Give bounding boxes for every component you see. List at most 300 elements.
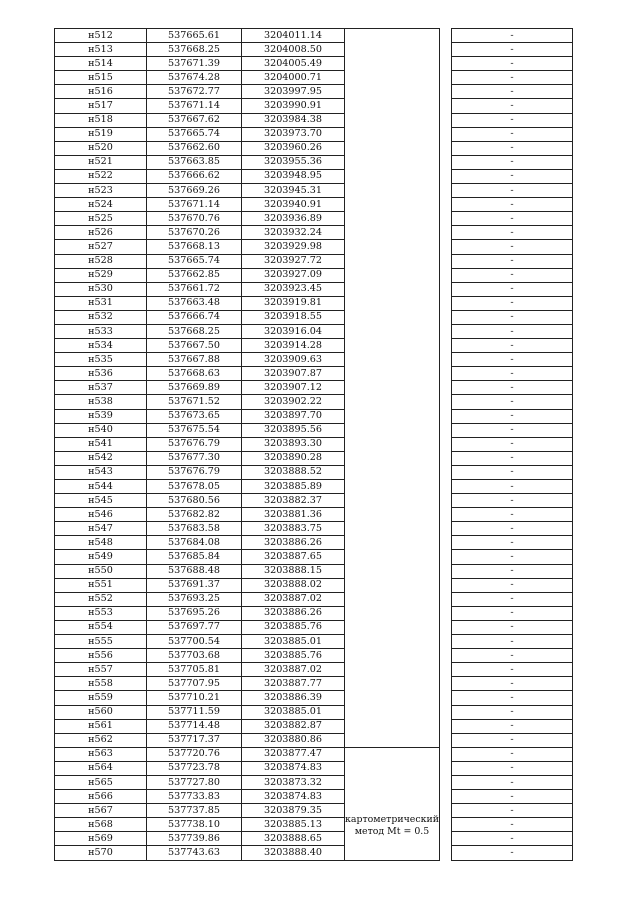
- coord-x: 537668.13: [147, 240, 242, 254]
- table-row: [55, 127, 573, 141]
- method-cell: [345, 635, 440, 649]
- coord-x: 537667.62: [147, 113, 242, 127]
- coord-x: 537665.74: [147, 254, 242, 268]
- coord-y: 3203874.83: [242, 790, 345, 804]
- coord-x: 537710.21: [147, 691, 242, 705]
- dash-cell: -: [452, 423, 573, 437]
- point-id: н556: [55, 649, 147, 663]
- coord-y: 3203887.02: [242, 592, 345, 606]
- method-cell: [345, 184, 440, 198]
- coord-x: 537717.37: [147, 733, 242, 747]
- coord-x: 537667.50: [147, 339, 242, 353]
- method-cell: [345, 508, 440, 522]
- dash-cell: -: [452, 353, 573, 367]
- spacer-cell: [440, 719, 452, 733]
- coord-x: 537684.08: [147, 536, 242, 550]
- dash-cell: -: [452, 268, 573, 282]
- table-row: [55, 423, 573, 437]
- coord-y: 3203880.86: [242, 733, 345, 747]
- coord-x: 537669.26: [147, 184, 242, 198]
- method-cell: [345, 282, 440, 296]
- coord-y: 3203997.95: [242, 85, 345, 99]
- point-id: н543: [55, 465, 147, 479]
- coord-y: 3203914.28: [242, 339, 345, 353]
- coord-y: 3203888.02: [242, 578, 345, 592]
- method-cell: [345, 212, 440, 226]
- coord-x: 537683.58: [147, 522, 242, 536]
- dash-cell: -: [452, 705, 573, 719]
- point-id: н559: [55, 691, 147, 705]
- point-id: н528: [55, 254, 147, 268]
- point-id: н560: [55, 705, 147, 719]
- method-cell: [345, 480, 440, 494]
- table-row: [55, 804, 573, 818]
- spacer-cell: [440, 761, 452, 775]
- coordinates-table-body: [55, 29, 573, 861]
- coord-y: 3203932.24: [242, 226, 345, 240]
- method-cell: [345, 409, 440, 423]
- table-row: [55, 635, 573, 649]
- point-id: н513: [55, 43, 147, 57]
- table-row: [55, 451, 573, 465]
- method-cell: [345, 649, 440, 663]
- table-row: [55, 775, 573, 789]
- coord-y: 3203886.39: [242, 691, 345, 705]
- coord-y: 3203881.36: [242, 508, 345, 522]
- spacer-cell: [440, 99, 452, 113]
- method-cell: [345, 747, 440, 860]
- spacer-cell: [440, 184, 452, 198]
- coord-x: 537682.82: [147, 508, 242, 522]
- spacer-cell: [440, 818, 452, 832]
- point-id: н525: [55, 212, 147, 226]
- coord-y: 3203984.38: [242, 113, 345, 127]
- dash-cell: -: [452, 494, 573, 508]
- method-cell: [345, 71, 440, 85]
- table-row: [55, 339, 573, 353]
- spacer-cell: [440, 536, 452, 550]
- coord-y: 3203883.75: [242, 522, 345, 536]
- coord-y: 3204008.50: [242, 43, 345, 57]
- point-id: н554: [55, 620, 147, 634]
- spacer-cell: [440, 705, 452, 719]
- point-id: н527: [55, 240, 147, 254]
- method-cell: [345, 367, 440, 381]
- spacer-cell: [440, 169, 452, 183]
- coord-y: 3203885.89: [242, 480, 345, 494]
- coord-x: 537665.74: [147, 127, 242, 141]
- coord-x: 537685.84: [147, 550, 242, 564]
- dash-cell: -: [452, 790, 573, 804]
- point-id: н551: [55, 578, 147, 592]
- coord-y: 3203879.35: [242, 804, 345, 818]
- coord-x: 537675.54: [147, 423, 242, 437]
- coord-x: 537662.85: [147, 268, 242, 282]
- method-cell: [345, 423, 440, 437]
- point-id: н530: [55, 282, 147, 296]
- dash-cell: -: [452, 620, 573, 634]
- coord-y: 3203902.22: [242, 395, 345, 409]
- dash-cell: -: [452, 804, 573, 818]
- dash-cell: -: [452, 240, 573, 254]
- coord-y: 3203936.89: [242, 212, 345, 226]
- spacer-cell: [440, 29, 452, 43]
- point-id: н533: [55, 324, 147, 338]
- point-id: н521: [55, 155, 147, 169]
- coord-x: 537670.26: [147, 226, 242, 240]
- coord-x: 537693.25: [147, 592, 242, 606]
- dash-cell: -: [452, 578, 573, 592]
- spacer-cell: [440, 296, 452, 310]
- spacer-cell: [440, 353, 452, 367]
- dash-cell: -: [452, 536, 573, 550]
- coord-y: 3203888.15: [242, 564, 345, 578]
- dash-cell: -: [452, 198, 573, 212]
- point-id: н549: [55, 550, 147, 564]
- point-id: н519: [55, 127, 147, 141]
- coord-y: 3203907.12: [242, 381, 345, 395]
- coord-x: 537680.56: [147, 494, 242, 508]
- method-cell: [345, 620, 440, 634]
- method-cell: [345, 536, 440, 550]
- coord-y: 3203940.91: [242, 198, 345, 212]
- spacer-cell: [440, 592, 452, 606]
- dash-cell: -: [452, 635, 573, 649]
- dash-cell: -: [452, 465, 573, 479]
- coord-y: 3203918.55: [242, 310, 345, 324]
- dash-cell: -: [452, 282, 573, 296]
- spacer-cell: [440, 141, 452, 155]
- coord-x: 537739.86: [147, 832, 242, 846]
- dash-cell: -: [452, 113, 573, 127]
- table-row: [55, 282, 573, 296]
- table-row: [55, 268, 573, 282]
- dash-cell: -: [452, 663, 573, 677]
- table-row: [55, 296, 573, 310]
- table-row: [55, 395, 573, 409]
- coord-x: 537743.63: [147, 846, 242, 860]
- table-row: [55, 155, 573, 169]
- dash-cell: -: [452, 691, 573, 705]
- coord-x: 537697.77: [147, 620, 242, 634]
- table-row: [55, 226, 573, 240]
- spacer-cell: [440, 254, 452, 268]
- dash-cell: -: [452, 155, 573, 169]
- spacer-cell: [440, 57, 452, 71]
- dash-cell: -: [452, 169, 573, 183]
- coord-y: 3203927.72: [242, 254, 345, 268]
- spacer-cell: [440, 310, 452, 324]
- point-id: н516: [55, 85, 147, 99]
- spacer-cell: [440, 226, 452, 240]
- point-id: н564: [55, 761, 147, 775]
- coordinates-table: [54, 28, 573, 861]
- table-row: [55, 184, 573, 198]
- coord-x: 537663.48: [147, 296, 242, 310]
- coord-x: 537663.85: [147, 155, 242, 169]
- point-id: н544: [55, 480, 147, 494]
- dash-cell: -: [452, 649, 573, 663]
- point-id: н520: [55, 141, 147, 155]
- table-row: [55, 29, 573, 43]
- coord-y: 3204000.71: [242, 71, 345, 85]
- point-id: н535: [55, 353, 147, 367]
- spacer-cell: [440, 564, 452, 578]
- table-row: [55, 719, 573, 733]
- method-cell: [345, 29, 440, 43]
- dash-cell: -: [452, 141, 573, 155]
- method-cell: [345, 226, 440, 240]
- coord-y: 3203895.56: [242, 423, 345, 437]
- spacer-cell: [440, 508, 452, 522]
- coord-y: 3203919.81: [242, 296, 345, 310]
- spacer-cell: [440, 578, 452, 592]
- coord-y: 3203909.63: [242, 353, 345, 367]
- dash-cell: -: [452, 550, 573, 564]
- table-row: [55, 691, 573, 705]
- table-row: [55, 57, 573, 71]
- dash-cell: -: [452, 522, 573, 536]
- coord-x: 537669.89: [147, 381, 242, 395]
- method-cell: [345, 85, 440, 99]
- coord-x: 537671.52: [147, 395, 242, 409]
- spacer-cell: [440, 85, 452, 99]
- coord-x: 537666.74: [147, 310, 242, 324]
- coord-y: 3203882.37: [242, 494, 345, 508]
- method-cell: [345, 733, 440, 747]
- coord-y: 3203990.91: [242, 99, 345, 113]
- table-row: [55, 522, 573, 536]
- point-id: н514: [55, 57, 147, 71]
- point-id: н552: [55, 592, 147, 606]
- table-row: [55, 198, 573, 212]
- coord-y: 3203945.31: [242, 184, 345, 198]
- point-id: н534: [55, 339, 147, 353]
- coord-y: 3203885.01: [242, 635, 345, 649]
- point-id: н515: [55, 71, 147, 85]
- coord-y: 3203973.70: [242, 127, 345, 141]
- coord-y: 3203929.98: [242, 240, 345, 254]
- table-row: [55, 677, 573, 691]
- dash-cell: -: [452, 212, 573, 226]
- point-id: н548: [55, 536, 147, 550]
- coord-y: 3203960.26: [242, 141, 345, 155]
- coord-x: 537670.76: [147, 212, 242, 226]
- spacer-cell: [440, 409, 452, 423]
- spacer-cell: [440, 733, 452, 747]
- spacer-cell: [440, 775, 452, 789]
- point-id: н523: [55, 184, 147, 198]
- spacer-cell: [440, 240, 452, 254]
- table-row: [55, 381, 573, 395]
- point-id: н517: [55, 99, 147, 113]
- coord-x: 537714.48: [147, 719, 242, 733]
- dash-cell: -: [452, 310, 573, 324]
- dash-cell: -: [452, 296, 573, 310]
- table-row: [55, 409, 573, 423]
- coord-y: 3203885.76: [242, 620, 345, 634]
- table-row: [55, 85, 573, 99]
- point-id: н522: [55, 169, 147, 183]
- coord-y: 3203887.65: [242, 550, 345, 564]
- coord-y: 3203874.83: [242, 761, 345, 775]
- dash-cell: -: [452, 324, 573, 338]
- spacer-cell: [440, 804, 452, 818]
- coord-y: 3203885.76: [242, 649, 345, 663]
- point-id: н570: [55, 846, 147, 860]
- method-cell: [345, 564, 440, 578]
- spacer-cell: [440, 127, 452, 141]
- table-row: [55, 536, 573, 550]
- spacer-cell: [440, 395, 452, 409]
- coord-x: 537695.26: [147, 606, 242, 620]
- method-cell: [345, 592, 440, 606]
- table-row: [55, 733, 573, 747]
- dash-cell: -: [452, 71, 573, 85]
- coord-x: 537661.72: [147, 282, 242, 296]
- coord-y: 3203893.30: [242, 437, 345, 451]
- coord-y: 3204011.14: [242, 29, 345, 43]
- point-id: н569: [55, 832, 147, 846]
- table-row: [55, 240, 573, 254]
- point-id: н542: [55, 451, 147, 465]
- dash-cell: -: [452, 184, 573, 198]
- coord-x: 537711.59: [147, 705, 242, 719]
- dash-cell: -: [452, 226, 573, 240]
- coord-x: 537672.77: [147, 85, 242, 99]
- coord-x: 537676.79: [147, 437, 242, 451]
- spacer-cell: [440, 381, 452, 395]
- spacer-cell: [440, 691, 452, 705]
- coord-y: 3203877.47: [242, 747, 345, 761]
- dash-cell: -: [452, 43, 573, 57]
- coord-x: 537727.80: [147, 775, 242, 789]
- coord-y: 3203886.26: [242, 606, 345, 620]
- spacer-cell: [440, 606, 452, 620]
- point-id: н561: [55, 719, 147, 733]
- spacer-cell: [440, 465, 452, 479]
- coord-x: 537733.83: [147, 790, 242, 804]
- table-row: [55, 43, 573, 57]
- spacer-cell: [440, 550, 452, 564]
- dash-cell: -: [452, 395, 573, 409]
- coord-x: 537667.88: [147, 353, 242, 367]
- dash-cell: -: [452, 747, 573, 761]
- spacer-cell: [440, 832, 452, 846]
- coord-y: 3203923.45: [242, 282, 345, 296]
- method-cell: [345, 494, 440, 508]
- coord-x: 537707.95: [147, 677, 242, 691]
- spacer-cell: [440, 451, 452, 465]
- coord-y: 3203948.95: [242, 169, 345, 183]
- point-id: н539: [55, 409, 147, 423]
- coord-x: 537666.62: [147, 169, 242, 183]
- spacer-cell: [440, 494, 452, 508]
- spacer-cell: [440, 480, 452, 494]
- dash-cell: -: [452, 480, 573, 494]
- coord-y: 3203885.01: [242, 705, 345, 719]
- dash-cell: -: [452, 451, 573, 465]
- method-cell: [345, 381, 440, 395]
- table-row: [55, 310, 573, 324]
- coord-y: 3203888.40: [242, 846, 345, 860]
- coord-y: 3203886.26: [242, 536, 345, 550]
- table-row: [55, 353, 573, 367]
- method-cell: [345, 339, 440, 353]
- point-id: н512: [55, 29, 147, 43]
- point-id: н567: [55, 804, 147, 818]
- point-id: н547: [55, 522, 147, 536]
- table-row: [55, 99, 573, 113]
- method-cell: [345, 578, 440, 592]
- table-row: [55, 550, 573, 564]
- point-id: н537: [55, 381, 147, 395]
- method-cell: [345, 268, 440, 282]
- point-id: н538: [55, 395, 147, 409]
- dash-cell: -: [452, 761, 573, 775]
- table-row: [55, 761, 573, 775]
- coord-x: 537720.76: [147, 747, 242, 761]
- coord-x: 537678.05: [147, 480, 242, 494]
- point-id: н531: [55, 296, 147, 310]
- coord-x: 537673.65: [147, 409, 242, 423]
- dash-cell: -: [452, 254, 573, 268]
- method-cell: [345, 465, 440, 479]
- point-id: н524: [55, 198, 147, 212]
- method-cell: [345, 550, 440, 564]
- table-row: [55, 832, 573, 846]
- coord-y: 3203890.28: [242, 451, 345, 465]
- point-id: н555: [55, 635, 147, 649]
- spacer-cell: [440, 324, 452, 338]
- method-cell: [345, 663, 440, 677]
- dash-cell: -: [452, 339, 573, 353]
- table-row: [55, 212, 573, 226]
- table-row: [55, 437, 573, 451]
- coord-x: 537662.60: [147, 141, 242, 155]
- spacer-cell: [440, 790, 452, 804]
- spacer-cell: [440, 43, 452, 57]
- dash-cell: -: [452, 409, 573, 423]
- method-cell: [345, 606, 440, 620]
- coord-x: 537671.14: [147, 198, 242, 212]
- spacer-cell: [440, 663, 452, 677]
- table-row: [55, 508, 573, 522]
- table-row: [55, 818, 573, 832]
- method-cell: [345, 99, 440, 113]
- spacer-cell: [440, 635, 452, 649]
- spacer-cell: [440, 423, 452, 437]
- spacer-cell: [440, 155, 452, 169]
- method-cell: [345, 240, 440, 254]
- table-row: [55, 480, 573, 494]
- point-id: н557: [55, 663, 147, 677]
- spacer-cell: [440, 339, 452, 353]
- table-row: [55, 324, 573, 338]
- method-cell: [345, 522, 440, 536]
- coord-y: 3203888.65: [242, 832, 345, 846]
- coord-x: 537671.14: [147, 99, 242, 113]
- dash-cell: -: [452, 846, 573, 860]
- table-row: [55, 663, 573, 677]
- point-id: н558: [55, 677, 147, 691]
- coord-y: 3203882.87: [242, 719, 345, 733]
- dash-cell: -: [452, 564, 573, 578]
- method-cell: [345, 155, 440, 169]
- dash-cell: -: [452, 508, 573, 522]
- coord-x: 537677.30: [147, 451, 242, 465]
- coord-y: 3203897.70: [242, 409, 345, 423]
